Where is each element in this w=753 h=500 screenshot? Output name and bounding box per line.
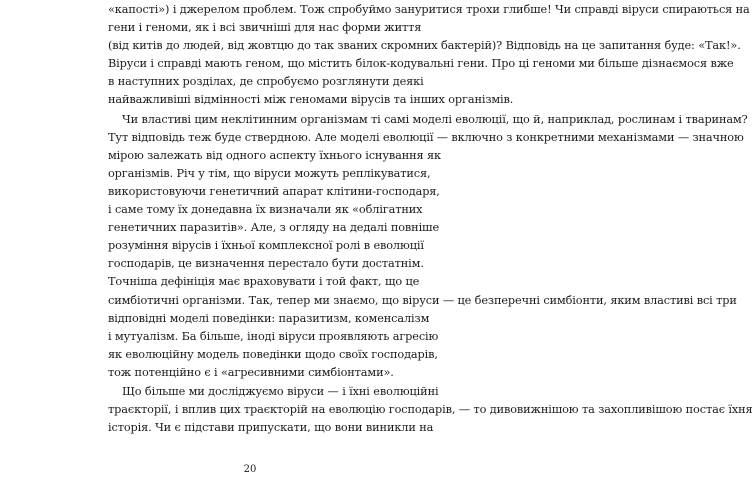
text-line: в наступних розділах, де спробуємо розглянути деякі [108,75,424,89]
text-line: «капості») і джерелом проблем. Тож спробуймо зануритися трохи глибше! Чи справді віруси спираються на [108,3,750,16]
text-line: використовуючи генетичний апарат клітини-господаря, [108,184,440,198]
paragraph-3 [108,383,753,437]
text-line: симбіотичні організми. Так, тепер ми знаємо, що віруси — це безперечні симбіонти, яким властиві всі три [108,293,737,307]
page-number: 20 [243,464,257,475]
text-line: Віруси і справді мають геном, що містить білок-кодувальні гени. Про ці геноми ми більше дізнаємося вже [108,57,734,71]
text-line: і саме тому їх донедавна їх визначали як «облігатних [108,203,423,217]
text-line: організмів. Річ у тім, що віруси можуть реплікуватися, [108,166,431,180]
paragraph-1 [108,1,750,110]
text-line: господарів, це визначення перестало бути достатнім. [108,257,424,271]
paragraph-2 [108,111,748,382]
text-line: Точніша дефініція має враховувати і той факт, що це [108,275,420,289]
text-line: історія. Чи є підстави припускати, що вони виникли на [108,421,434,435]
text-line: Що більше ми досліджуємо віруси — і їхні еволюційні [122,384,439,398]
body-text [108,1,753,437]
text-line: гени і геноми, як і всі звичніші для нас форми життя [108,21,422,35]
text-line: мірою залежать від одного аспекту їхнього існування як [108,148,441,162]
text-line: і мутуалізм. Ба більше, іноді віруси проявляють агресію [108,329,439,343]
text-line: Чи властиві цим неклітинним організмам ті самі моделі еволюції, що й, наприклад, рослинам і тваринам? [122,112,748,126]
text-line: генетичних паразитів». Але, з огляду на дедалі повніше [108,221,440,235]
text-line: Тут відповідь теж буде ствердною. Але моделі еволюції — включно з конкретними механізмами — значною [108,130,744,144]
text-line: траєкторії, і вплив цих траєкторій на еволюцію господарів, — то дивовижнішою та захопливішою постає їхня [108,403,753,417]
text-line: відповідні моделі поведінки: паразитизм, коменсалізм [108,311,430,325]
text-line: тож потенційно є і «агресивними симбіонтами». [108,365,394,379]
text-line: (від китів до людей, від жовтцю до так званих скромних бактерій)? Відповідь на це запитання буде: «Так!». [108,39,741,53]
text-line: розуміння вірусів і їхньої комплексної ролі в еволюції [108,239,424,253]
text-line: як еволюційну модель поведінки щодо своїх господарів, [108,347,438,361]
text-line: найважливіші відмінності між геномами вірусів та інших організмів. [108,93,514,107]
